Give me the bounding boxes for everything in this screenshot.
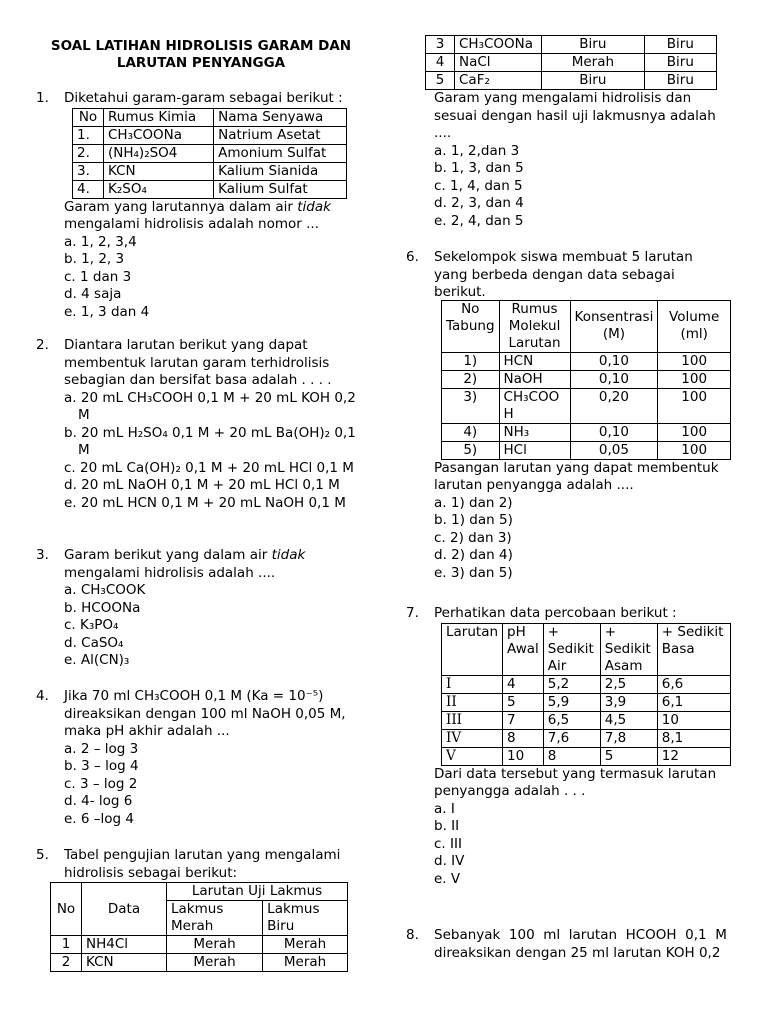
option-d[interactable]: d. IV <box>434 853 465 869</box>
option-c[interactable]: c. III <box>434 835 462 852</box>
table-cell: NaOH <box>499 370 570 388</box>
table-cell: 7,8 <box>600 729 657 747</box>
table-cell: 7 <box>503 711 544 729</box>
option-d[interactable]: d. 20 mL NaOH 0,1 M + 20 mL HCl 0,1 M <box>64 477 340 493</box>
table-cell: Biru <box>542 72 645 90</box>
option-d[interactable]: d. 2, 3, dan 4 <box>434 195 524 211</box>
option-b[interactable]: b. 3 – log 4 <box>64 758 139 774</box>
table-cell: 8,1 <box>657 729 730 747</box>
question-number: 1. <box>36 90 49 106</box>
table-cell: 1 <box>51 936 82 954</box>
litmus-table <box>50 882 348 972</box>
table-header: Lakmus Merah <box>167 901 263 936</box>
table-cell: III <box>442 711 503 729</box>
question-stem: Sebanyak 100 ml larutan HCOOH 0,1 M <box>434 927 727 943</box>
option-a[interactable]: a. 1, 2,dan 3 <box>434 142 520 159</box>
table-cell: 2 <box>51 954 82 972</box>
option-e[interactable]: e. 2, 4, dan 5 <box>434 212 524 229</box>
table-row <box>442 352 731 370</box>
litmus-table-continued <box>425 35 717 90</box>
table-row <box>442 388 731 423</box>
question-stem: maka pH akhir adalah ... <box>64 723 230 739</box>
table-cell: HCN <box>499 352 570 370</box>
question-stem: direaksikan dengan 25 ml larutan KOH 0,2 <box>434 944 721 961</box>
table-row <box>442 729 731 747</box>
question-stem: Tabel pengujian larutan yang mengalami <box>64 847 341 863</box>
option-b[interactable]: b. 1, 3, dan 5 <box>434 160 524 176</box>
question-continuation: Garam yang mengalami hidrolisis dan <box>434 90 692 106</box>
table-cell: 4 <box>503 675 544 693</box>
table-header: + Sedikit Air <box>543 623 600 675</box>
table-row <box>442 441 731 459</box>
table-header: Konsentrasi (M) <box>570 300 658 352</box>
table-cell: 2) <box>442 370 500 388</box>
option-e[interactable]: e. 20 mL HCN 0,1 M + 20 mL NaOH 0,1 M <box>64 494 346 511</box>
table-cell: 6,5 <box>543 711 600 729</box>
table-cell: 100 <box>658 370 731 388</box>
table-cell: 5 <box>600 747 657 765</box>
table-header: No <box>51 883 82 936</box>
table-cell: (NH₄)₂SO4 <box>104 144 214 162</box>
table-cell: CH₃COOH <box>499 388 570 423</box>
option-c[interactable]: c. 3 – log 2 <box>64 775 138 792</box>
text: Garam yang larutannya dalam air <box>64 198 298 215</box>
table-row <box>442 747 731 765</box>
table-cell: Merah <box>542 54 645 72</box>
table-row <box>442 423 731 441</box>
question-number: 6. <box>406 249 419 265</box>
option-c[interactable]: c. 20 mL Ca(OH)₂ 0,1 M + 20 mL HCl 0,1 M <box>64 459 354 476</box>
option-b[interactable]: b. 1, 2, 3 <box>64 251 125 267</box>
question-stem: Perhatikan data percobaan berikut : <box>434 605 677 621</box>
question-continuation: Pasangan larutan yang dapat membentuk <box>434 459 719 476</box>
option-d[interactable]: d. CaSO₄ <box>64 634 124 651</box>
option-a[interactable]: a. 2 – log 3 <box>64 740 139 757</box>
table-cell: Kalium Sulfat <box>214 180 347 198</box>
table-cell: Merah <box>263 954 348 972</box>
table-header: Larutan Uji Lakmus <box>167 883 348 901</box>
table-cell: I <box>442 675 503 693</box>
table-cell: 100 <box>658 441 731 459</box>
table-cell: 3. <box>73 162 104 180</box>
table-header: Larutan <box>442 623 503 675</box>
table-header: pH Awal <box>503 623 544 675</box>
table-row <box>442 370 731 388</box>
question-continuation: larutan penyangga adalah .... <box>434 477 634 493</box>
option-a[interactable]: a. 1, 2, 3,4 <box>64 233 137 250</box>
question-stem: hidrolisis sebagai berikut: <box>64 864 238 881</box>
question-number: 2. <box>36 337 49 353</box>
table-row <box>426 54 717 72</box>
option-a[interactable]: a. I <box>434 800 455 817</box>
table-cell: 4,5 <box>600 711 657 729</box>
table-cell: Merah <box>167 936 263 954</box>
table-cell: 4 <box>426 54 455 72</box>
salt-table <box>72 108 347 199</box>
table-cell: V <box>442 747 503 765</box>
table-row <box>426 36 717 54</box>
table-cell: 7,6 <box>543 729 600 747</box>
table-header: No Tabung <box>442 300 500 352</box>
table-cell: Natrium Asetat <box>214 126 347 144</box>
table-cell: KCN <box>104 162 214 180</box>
table-cell: 0,05 <box>570 441 658 459</box>
question-stem: Sekelompok siswa membuat 5 larutan <box>434 249 693 265</box>
table-cell: Biru <box>644 36 716 54</box>
question-number: 3. <box>36 547 49 563</box>
table-cell: K₂SO₄ <box>104 180 214 198</box>
table-row <box>73 144 347 162</box>
table-cell: 3) <box>442 388 500 423</box>
option-e[interactable]: e. 1, 3 dan 4 <box>64 303 150 320</box>
question-stem: Diantara larutan berikut yang dapat <box>64 337 308 353</box>
table-header: Data <box>82 883 167 936</box>
table-cell: CH₃COONa <box>104 126 214 144</box>
table-cell: CaF₂ <box>455 72 542 90</box>
table-cell: 6,1 <box>657 693 730 711</box>
title-line-2: LARUTAN PENYANGGA <box>116 55 286 71</box>
table-cell: Kalium Sianida <box>214 162 347 180</box>
option-d[interactable]: d. 2) dan 4) <box>434 547 513 563</box>
option-c[interactable]: c. 2) dan 3) <box>434 529 512 546</box>
table-cell: 5 <box>503 693 544 711</box>
table-header: Lakmus Biru <box>263 901 348 936</box>
table-cell: 2,5 <box>600 675 657 693</box>
question-stem <box>64 547 366 565</box>
option-b[interactable]: b. HCOONa <box>64 599 141 616</box>
table-cell: 100 <box>658 388 731 423</box>
table-cell: CH₃COONa <box>455 36 542 54</box>
option-c[interactable]: c. K₃PO₄ <box>64 617 119 633</box>
question-stem: sebagian dan bersifat basa adalah . . . . <box>64 372 332 388</box>
option-e[interactable]: e. 6 –log 4 <box>64 810 134 827</box>
table-row <box>442 675 731 693</box>
text: Garam berikut yang dalam air <box>64 547 272 563</box>
table-cell: Biru <box>542 36 645 54</box>
option-b[interactable]: b. 1) dan 5) <box>434 512 513 528</box>
option-c[interactable]: c. 1, 4, dan 5 <box>434 177 523 194</box>
table-header: Rumus Kimia <box>104 108 214 126</box>
table-row <box>442 693 731 711</box>
table-cell: 5) <box>442 441 500 459</box>
table-cell: HCl <box>499 441 570 459</box>
option-a[interactable]: a. 1) dan 2) <box>434 494 513 511</box>
table-cell: 12 <box>657 747 730 765</box>
table-cell: 3,9 <box>600 693 657 711</box>
question-number: 7. <box>406 605 419 621</box>
table-cell: 1) <box>442 352 500 370</box>
question-stem: membentuk larutan garam terhidrolisis <box>64 354 330 371</box>
table-cell: KCN <box>82 954 167 972</box>
table-cell: 4) <box>442 423 500 441</box>
question-number: 5. <box>36 847 49 863</box>
table-row <box>73 162 347 180</box>
question-stem: yang berbeda dengan data sebagai <box>434 266 675 283</box>
question-5-continued <box>434 90 734 230</box>
option-d[interactable]: d. 4- log 6 <box>64 793 133 809</box>
question-continuation: Dari data tersebut yang termasuk larutan <box>434 765 717 782</box>
option-b[interactable]: b. II <box>434 818 460 834</box>
table-cell: 0,10 <box>570 423 658 441</box>
table-cell: 100 <box>658 423 731 441</box>
table-header: Rumus Molekul Larutan <box>499 300 570 352</box>
table-row <box>73 126 347 144</box>
emphasis: tidak <box>271 547 306 563</box>
table-cell: Amonium Sulfat <box>214 144 347 162</box>
question-stem: berikut. <box>434 284 486 300</box>
table-row <box>442 711 731 729</box>
table-cell: 10 <box>657 711 730 729</box>
table-cell: Merah <box>263 936 348 954</box>
table-cell: 100 <box>658 352 731 370</box>
option-a[interactable]: a. 20 mL CH₃COOH 0,1 M + 20 mL KOH 0,2 M <box>64 389 356 423</box>
table-cell: 3 <box>426 36 455 54</box>
experiment-table <box>441 623 731 766</box>
table-header: No <box>73 108 104 126</box>
table-cell: 0,20 <box>570 388 658 423</box>
table-cell: 6,6 <box>657 675 730 693</box>
question-number: 8. <box>406 927 419 943</box>
table-row <box>51 936 348 954</box>
table-header: Nama Senyawa <box>214 108 347 126</box>
table-header: + Sedikit Asam <box>600 623 657 675</box>
table-cell: 0,10 <box>570 370 658 388</box>
question-continuation: mengalami hidrolisis adalah nomor ... <box>64 216 319 232</box>
option-e[interactable]: e. 3) dan 5) <box>434 564 513 581</box>
table-header: Volume (ml) <box>658 300 731 352</box>
table-cell: 8 <box>543 747 600 765</box>
table-cell: Biru <box>644 54 716 72</box>
table-cell: 2. <box>73 144 104 162</box>
table-cell: 4. <box>73 180 104 198</box>
table-row <box>426 72 717 90</box>
table-cell: Merah <box>167 954 263 972</box>
option-e[interactable]: e. Al(CN)₃ <box>64 652 130 668</box>
option-d[interactable]: d. 4 saja <box>64 286 122 302</box>
table-row <box>51 954 348 972</box>
table-cell: IV <box>442 729 503 747</box>
question-stem: Jika 70 ml CH₃COOH 0,1 M (Ka = 10⁻⁵) <box>64 688 324 704</box>
page-title <box>36 38 366 72</box>
table-cell: NaCl <box>455 54 542 72</box>
question-continuation <box>64 199 366 217</box>
question-number: 4. <box>36 688 49 704</box>
table-cell: 5 <box>426 72 455 90</box>
option-b[interactable]: b. 20 mL H₂SO₄ 0,1 M + 20 mL Ba(OH)₂ 0,1 M <box>64 424 356 458</box>
question-continuation: sesuai dengan hasil uji lakmusnya adalah <box>434 107 716 124</box>
table-cell: 1. <box>73 126 104 144</box>
table-cell: 8 <box>503 729 544 747</box>
table-header: + Sedikit Basa <box>657 623 730 675</box>
option-a[interactable]: a. CH₃COOK <box>64 582 146 598</box>
question-stem: mengalami hidrolisis adalah .... <box>64 564 276 581</box>
option-e[interactable]: e. V <box>434 870 461 887</box>
option-c[interactable]: c. 1 dan 3 <box>64 268 132 285</box>
table-cell: NH₃ <box>499 423 570 441</box>
emphasis: tidak <box>297 198 331 215</box>
question-stem: Diketahui garam-garam sebagai berikut : <box>64 90 343 106</box>
title-line-1: SOAL LATIHAN HIDROLISIS GARAM DAN <box>50 38 352 54</box>
question-stem: direaksikan dengan 100 ml NaOH 0,05 M, <box>64 705 346 722</box>
question-continuation: .... <box>434 125 452 141</box>
table-cell: NH4Cl <box>82 936 167 954</box>
table-cell: 5,9 <box>543 693 600 711</box>
table-cell: Biru <box>644 72 716 90</box>
solution-table <box>441 300 731 460</box>
table-cell: 0,10 <box>570 352 658 370</box>
table-cell: II <box>442 693 503 711</box>
table-cell: 5,2 <box>543 675 600 693</box>
table-row <box>73 180 347 198</box>
question-continuation: penyangga adalah . . . <box>434 783 586 799</box>
table-cell: 10 <box>503 747 544 765</box>
